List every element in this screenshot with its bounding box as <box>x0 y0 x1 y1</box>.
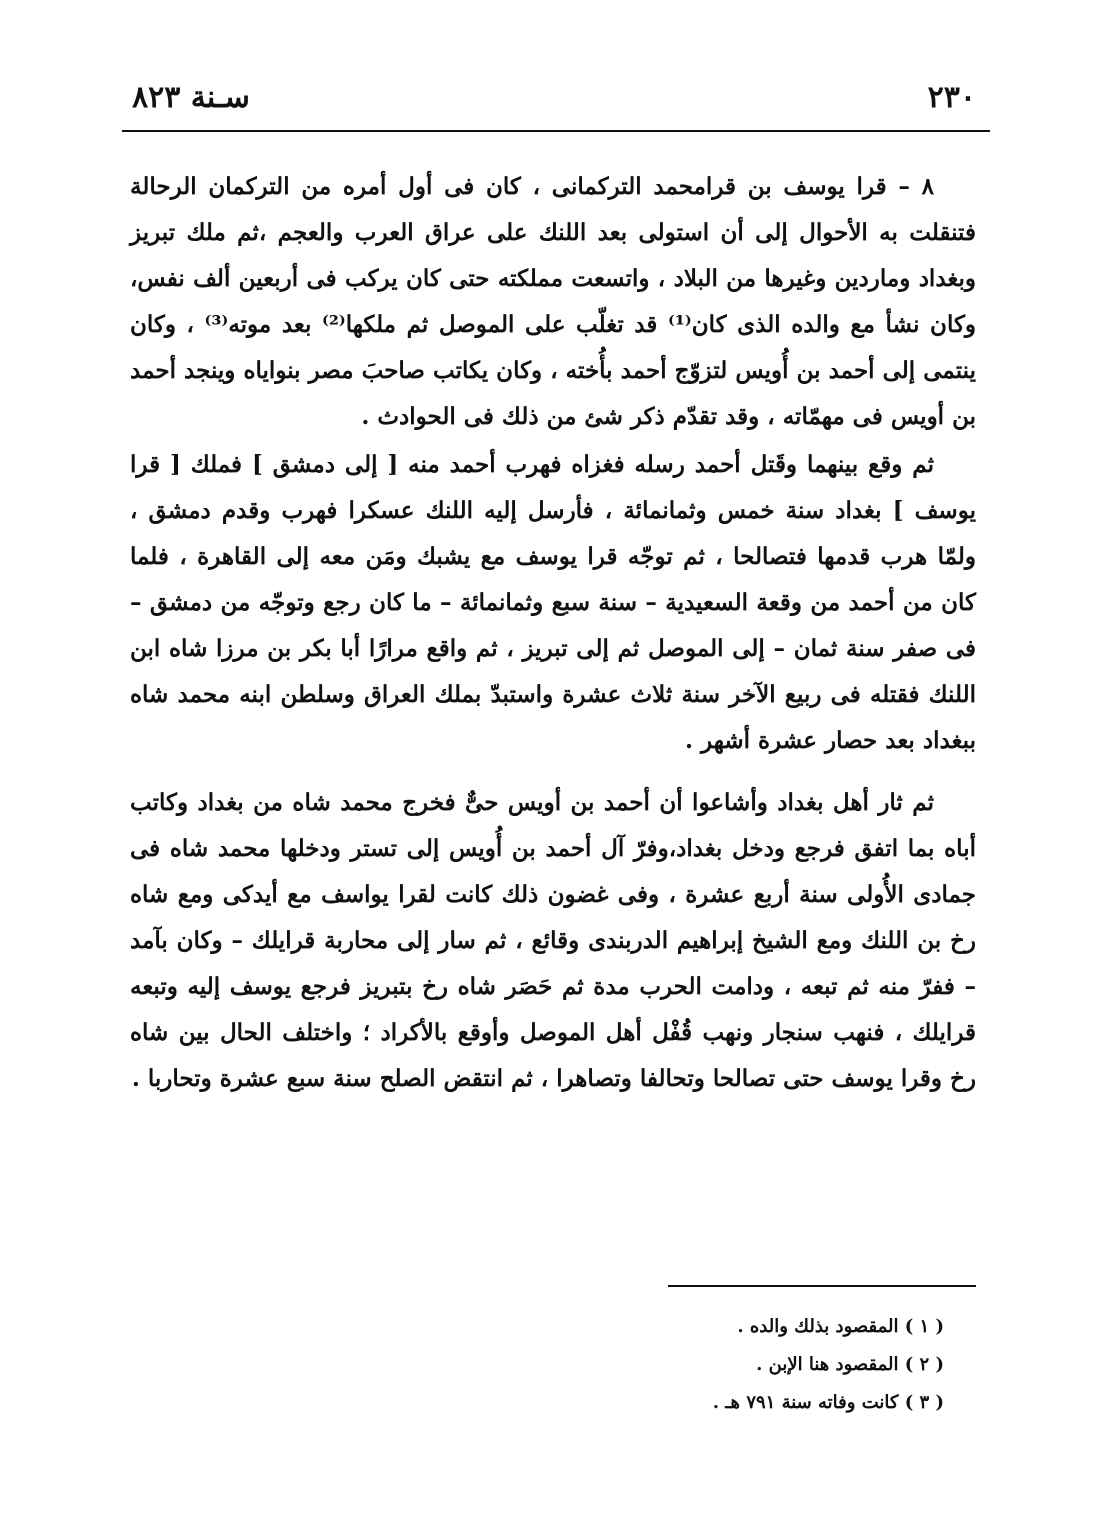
footnote-2: ( ٢ ) المقصود هنا الإبن . <box>756 1354 944 1375</box>
main-text <box>130 164 976 1102</box>
page-number: ٢٣٠ <box>927 80 976 115</box>
paragraph-conflict: ثم وقع بينهما وقَتل أحمد رسله فغزاه فهرب أحمد منه [ إلى دمشق ] فملك [ قرا يوسف ] بغداد سنة خمس وثمانمائة ، فأرسل إليه اللنك عسكرا فهرب وقدم دمشق ، ولمّا هرب قدمها فتصالحا ، ثم توجّه قرا يوسف مع يشبك ومَن معه إلى القاهرة ، فلما كان من أحمد من وقعة السعيدية – سنة سبع وثمانمائة – ما كان رجع وتوجّه من دمشق – فى صفر سنة ثمان – إلى الموصل ثم إلى تبريز ، ثم واقع مرارًا أبا بكر بن مرزا شاه ابن اللنك فقتله فى ربيع الآخر سنة ثلاث عشرة واستبدّ بملك العراق وسلطن ابنه محمد شاه ببغداد بعد حصار عشرة أشهر . <box>130 451 976 754</box>
page-header <box>120 78 996 128</box>
header-divider <box>122 130 990 132</box>
footnotes <box>713 1308 944 1422</box>
footnote-1: ( ١ ) المقصود بذلك والده . <box>737 1316 944 1337</box>
footnote-3: ( ٣ ) كانت وفاته سنة ٧٩١ هـ . <box>712 1392 944 1413</box>
paragraph-biography: ٨ – قرا يوسف بن قرامحمد التركمانى ، كان فى أول أمره من التركمان الرحالة فتنقلت به الأحوال إلى أن استولى بعد اللنك على عراق العرب والعجم ،ثم ملك تبريز وبغداد وماردين وغيرها من البلاد ، واتسعت مملكته حتى كان يركب فى أربعين ألف نفس، وكان نشأ مع والده الذى كان⁽¹⁾ قد تغلّب على الموصل ثم ملكها⁽²⁾ بعد موته⁽³⁾ ، وكان ينتمى إلى أحمد بن أُويس لتزوّج أحمد بأُخته ، وكان يكاتب صاحبَ مصر بنواياه وينجد أحمد بن أويس فى مهمّاته ، وقد تقدّم ذكر شئ من ذلك فى الحوادث . <box>130 173 977 430</box>
paragraph-baghdad-revolt: ثم ثار أهل بغداد وأشاعوا أن أحمد بن أويس حىٌّ فخرج محمد شاه من بغداد وكاتب أباه بما اتفق فرجع ودخل بغداد،وفرّ آل أحمد بن أُويس إلى تستر ودخلها محمد شاه فى جمادى الأُولى سنة أربع عشرة ، وفى غضون ذلك كانت لقرا يواسف مع أيدكى ومع شاه رخ بن اللنك ومع الشيخ إبراهيم الدربندى وقائع ، ثم سار إلى محاربة قرايلك – وكان بآمد – ففرّ منه ثم تبعه ، ودامت الحرب مدة ثم حَصَر شاه رخ بتبريز فرجع يوسف إليه وتبعه قرايلك ، فنهب سنجار ونهب قُفْل أهل الموصل وأوقع بالأكراد ؛ واختلف الحال بين شاه رخ وقرا يوسف حتى تصالحا وتحالفا وتصاهرا ، ثم انتقض الصلح سنة سبع عشرة وتحاربا . <box>130 789 976 1092</box>
running-head-year: سـنة ٨٢٣ <box>132 80 250 115</box>
footnote-divider <box>668 1285 976 1287</box>
